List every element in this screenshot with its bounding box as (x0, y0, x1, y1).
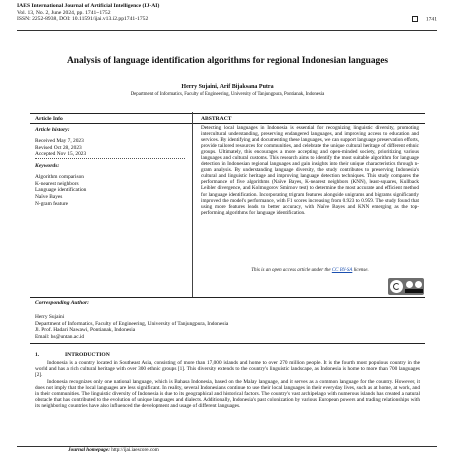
intro-paragraph: Indonesia is a country located in Southeast Asia, consisting of more than 17,000 islands and home to over 270 million people. It is the fourth most populous country in the world and has a rich cultural heritage with over 300 ethnic groups [1]. This diversity extends to the country's linguistic landscape, as Indonesia is home to more than 700 languages [2]. (35, 360, 420, 379)
open-access-note (201, 268, 419, 273)
corresponding-name: Herry Sujaini (35, 314, 65, 320)
article-history-label: Article history: (35, 127, 70, 133)
keywords (35, 163, 185, 208)
journal-footer (68, 447, 159, 453)
cc-logo-bar (405, 289, 423, 293)
cc-icon (390, 280, 403, 293)
column-divider (192, 112, 193, 297)
introduction-body (35, 360, 420, 409)
keyword-item: N-gram feature (35, 200, 69, 207)
corresponding-rule (30, 343, 425, 344)
history-rule (35, 158, 185, 159)
sa-icon (415, 281, 422, 288)
by-icon (406, 281, 413, 288)
homepage-label: Journal homepage: (68, 447, 110, 453)
page-marker-icon (412, 16, 418, 22)
journal-name: IAES International Journal of Artificial Intelligence (IJ-AI) (17, 3, 160, 9)
corresponding-address: Jl. Prof. Hadari Nawawi, Pontianak, Indonesia (35, 327, 136, 334)
license-link[interactable]: CC BY-SA (331, 268, 353, 273)
open-access-prefix: This is an open access article under the (251, 268, 332, 273)
info-bottom-rule (30, 297, 425, 298)
keyword-item: Language identification (35, 187, 87, 194)
keyword-item: Naïve Bayes (35, 194, 63, 201)
intro-paragraph: Indonesia recognizes only one national language, which is Bahasa Indonesia, based on the Malay language, and it serves as a common language for the country. However, it does not imply that the local languages are less significant. In reality, several Indonesians continue to use their local languages in their everyday lives, such as at home, at work, and in their communities. The linguistic diversity of Indonesia is due to its geographical and historical factors. The country's vast archipelago with numerous islands has created a natural obstacle that has contributed to the evolution of unique languages and dialects. Additionally, Indonesia's past colonization by various European powers and trading relationships with its neighboring countries have also influenced the development and usage of different languages. (35, 378, 420, 409)
section-number: 1. (35, 352, 40, 358)
page-number: 1741 (425, 16, 437, 23)
history-received: Received May 7, 2023 (35, 137, 84, 144)
corresponding-author-details (35, 314, 415, 341)
info-heading-rule (30, 123, 425, 124)
paper-authors: Herry Sujaini, Arif Bijaksana Putra (181, 84, 274, 90)
history-accepted: Accepted Nov 15, 2023 (35, 151, 87, 158)
journal-volume: Vol. 13, No. 2, June 2024, pp. 1741~1752 (17, 9, 111, 16)
homepage-url[interactable]: http://ijai.iaescore.com (111, 447, 159, 453)
corresponding-author-label: Corresponding Author: (35, 300, 90, 306)
header-rule (17, 30, 437, 31)
corresponding-department: Department of Informatics, Faculty of Engineering, University of Tanjungpura, Indonesia (35, 320, 229, 327)
corresponding-email: Email: hs@untan.ac.id (35, 334, 85, 341)
cc-by-sa-logo[interactable] (388, 278, 424, 295)
keyword-item: K-nearest neighbors (35, 180, 79, 187)
abstract-text: Detecting local languages in Indonesia is essential for recognizing linguistic diversity, promoting intercultural understanding, preserving endangered languages, and improving access to education and services. By identifying and documenting these languages, we can support language preservation efforts, provide tailored resources for communities, and celebrate the unique cultural heritage of different ethnic groups. Ultimately, this encourages a more accepting and open-minded society, prioritizing various languages and cultural customs. This research aims to identify the most suitable algorithm for language detection in Indonesian regional languages and gain insights into their unique characteristics through n-gram analysis. By understanding language diversity, the study contributes to preserving Indonesia's cultural and linguistic heritage and improving language detection techniques. This study compares the performance of five algorithms (Naïve Bayes, K-nearest neighbors (KNN), least-squares, Kullback Leibler divergence, and Kolmogorov Smirnov test) to determine the most accurate and efficient method for language identification. Incorporating trigram features alongside unigrams and bigrams significantly improved the model's performance, with F1 scores increasing from 0.923 to 0.959. The study found that using more features leads to better accuracy, with Naïve Bayes and KNN emerging as the top-performing algorithms for language identification. (201, 125, 419, 216)
open-access-suffix: license. (352, 268, 369, 273)
section-title: INTRODUCTION (65, 352, 110, 358)
journal-issn: ISSN: 2252-8938, DOI: 10.11591/ijai.v13.i2.pp1741-1752 (17, 16, 149, 23)
journal-header (17, 3, 437, 23)
keywords-label: Keywords: (35, 163, 60, 169)
keyword-item: Algorithm comparison (35, 173, 84, 180)
info-top-rule (30, 113, 425, 114)
article-info-heading: Article Info (35, 116, 63, 122)
history-revised: Revised Oct 28, 2023 (35, 144, 82, 151)
section-heading (35, 352, 110, 358)
article-history (35, 127, 185, 158)
abstract-heading: ABSTRACT (201, 116, 232, 122)
paper-affiliation: Department of Informatics, Faculty of Engineering, University of Tanjungpura, Pontianak, Indonesia (130, 92, 325, 97)
paper-title: Analysis of language identification algorithms for regional Indonesian languages (66, 56, 389, 66)
